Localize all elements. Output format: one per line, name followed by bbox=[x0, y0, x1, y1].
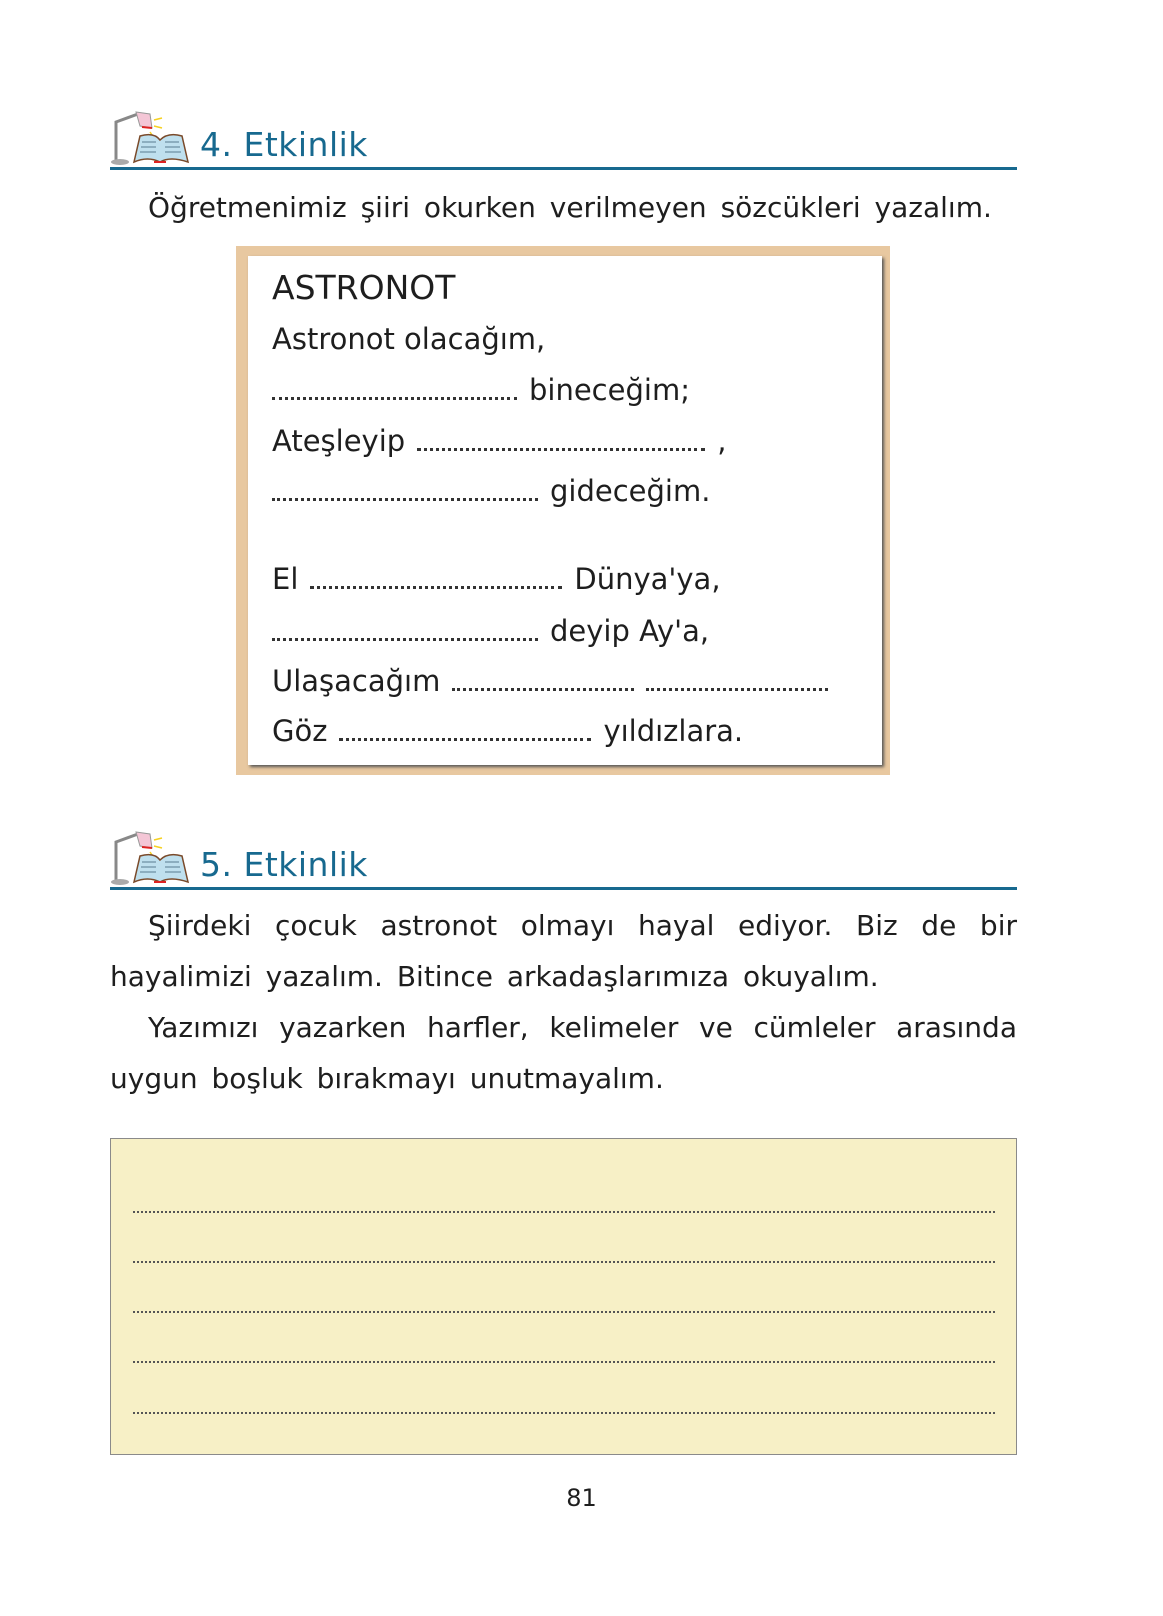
activity-5-title: 5. Etkinlik bbox=[200, 845, 368, 884]
writing-line[interactable] bbox=[133, 1412, 995, 1414]
blank-field[interactable] bbox=[452, 688, 634, 691]
poem-line: El Dünya'ya, bbox=[272, 562, 721, 596]
blank-field[interactable] bbox=[310, 586, 562, 589]
poem-line: Astronot olacağım, bbox=[272, 322, 546, 356]
lamp-book-icon bbox=[110, 830, 190, 886]
blank-field[interactable] bbox=[339, 738, 591, 741]
poem-line: gideceğim. bbox=[272, 474, 710, 508]
poem-line: Ulaşacağım bbox=[272, 664, 828, 698]
writing-line[interactable] bbox=[133, 1311, 995, 1313]
heading-rule bbox=[110, 887, 1017, 890]
writing-line[interactable] bbox=[133, 1361, 995, 1363]
activity-5-instructions bbox=[110, 900, 1017, 1104]
activity-4-heading bbox=[110, 110, 1017, 170]
blank-field[interactable] bbox=[272, 498, 538, 501]
poem-frame bbox=[236, 246, 890, 775]
blank-field[interactable] bbox=[272, 638, 538, 641]
writing-line[interactable] bbox=[133, 1211, 995, 1213]
poem-card bbox=[248, 256, 882, 765]
paragraph-1: Şiirdeki çocuk astronot olmayı hayal ediyor. Biz de bir hayalimizi yazalım. Bitince arkadaşlarımıza okuyalım. bbox=[110, 909, 1017, 993]
poem-line: Göz yıldızlara. bbox=[272, 714, 744, 748]
writing-area[interactable] bbox=[110, 1138, 1017, 1455]
lamp-book-icon bbox=[110, 110, 190, 166]
blank-field[interactable] bbox=[272, 397, 517, 400]
activity-4-instruction: Öğretmenimiz şiiri okurken verilmeyen sözcükleri yazalım. bbox=[148, 191, 992, 224]
activity-4-title: 4. Etkinlik bbox=[200, 125, 368, 164]
page-number: 81 bbox=[566, 1484, 597, 1512]
poem-line: Ateşleyip , bbox=[272, 424, 727, 458]
poem-title: ASTRONOT bbox=[272, 268, 456, 307]
writing-line[interactable] bbox=[133, 1261, 995, 1263]
activity-5-heading bbox=[110, 830, 1017, 890]
poem-line: deyip Ay'a, bbox=[272, 614, 709, 648]
poem-line: bineceğim; bbox=[272, 373, 690, 407]
heading-rule bbox=[110, 167, 1017, 170]
blank-field[interactable] bbox=[417, 448, 705, 451]
paragraph-2: Yazımızı yazarken harfler, kelimeler ve cümleler arasında uygun boşluk bırakmayı unutmayalım. bbox=[110, 1011, 1017, 1095]
blank-field[interactable] bbox=[646, 688, 828, 691]
